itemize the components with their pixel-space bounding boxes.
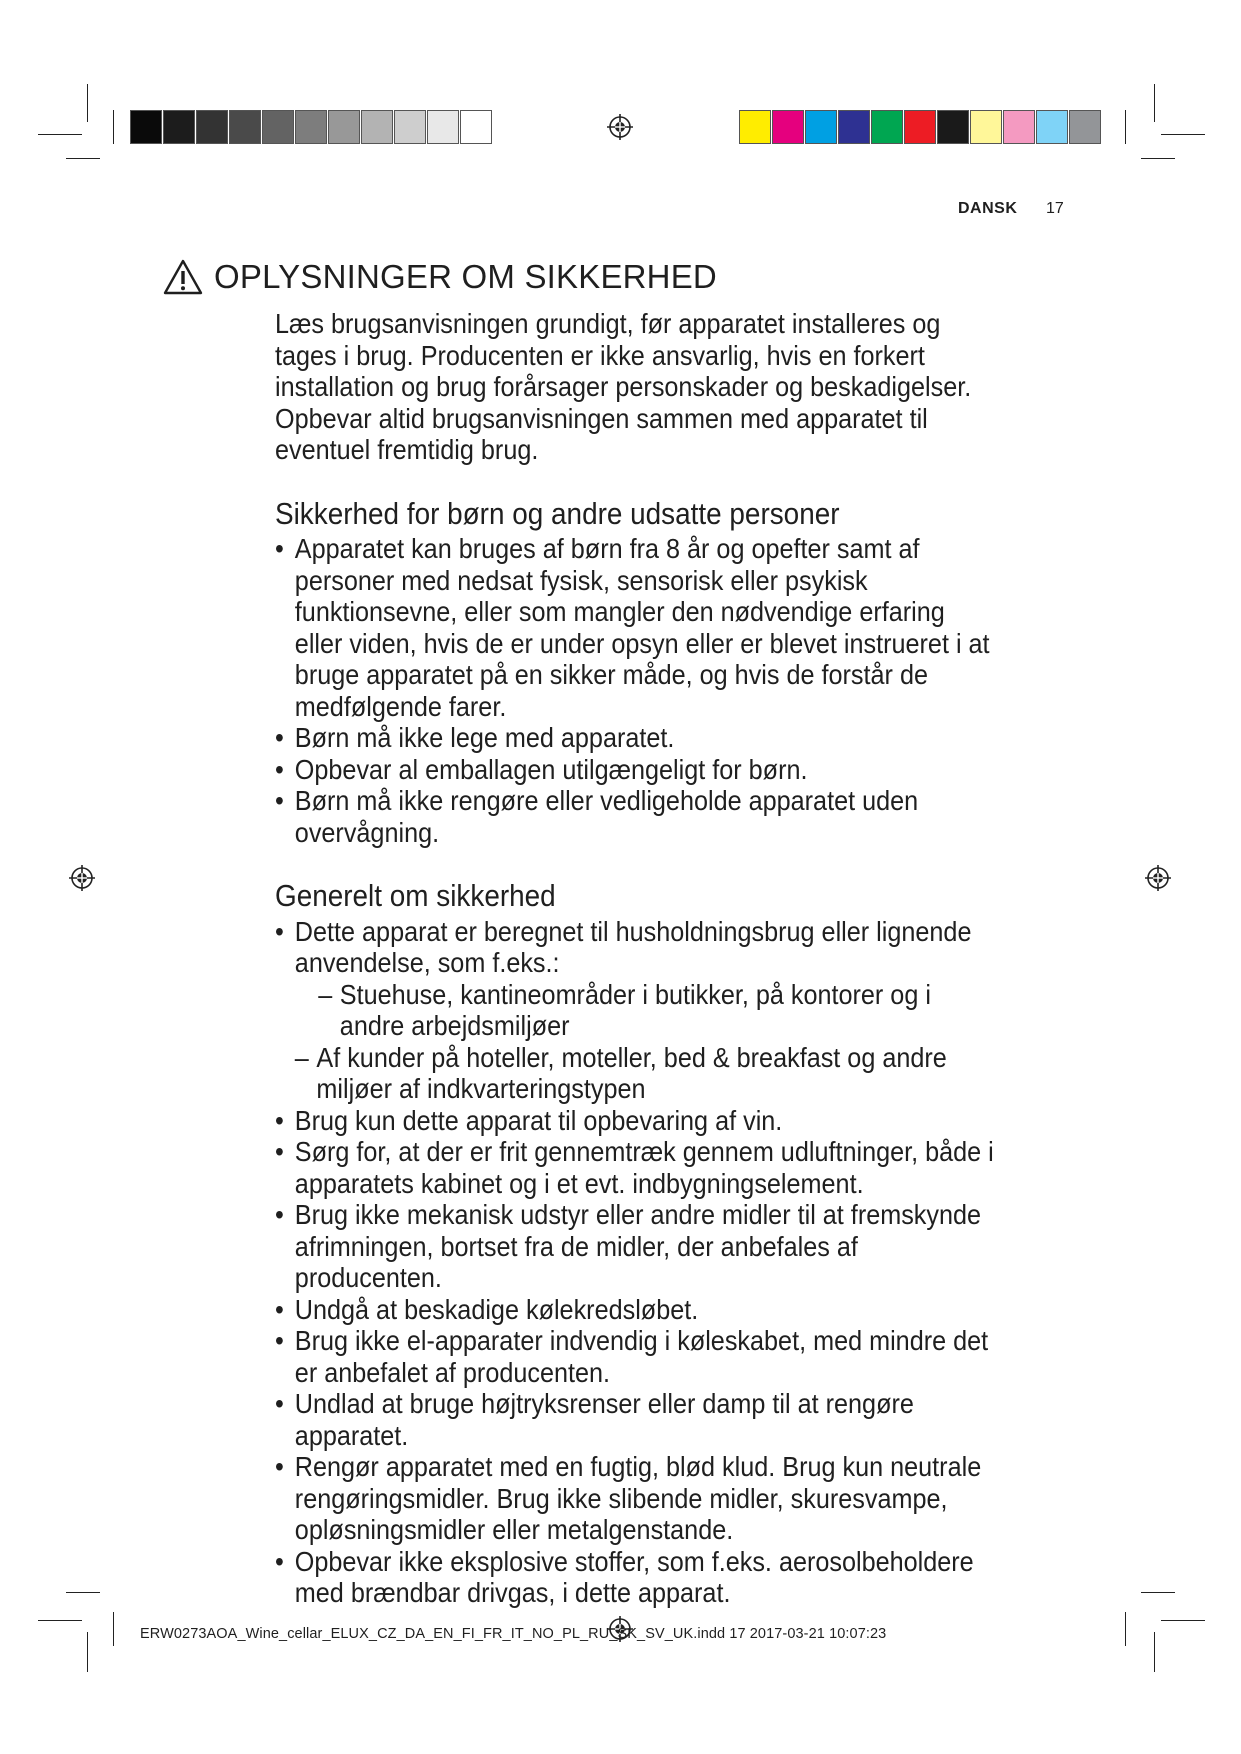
list-item: • Undgå at beskadige kølekredsløbet. [275, 1294, 995, 1326]
list-item-text: Dette apparat er beregnet til husholdningsbrug eller lignende anvendelse, som f.eks.: [294, 915, 972, 978]
section-heading-children: Sikkerhed for børn og andre udsatte personer [275, 495, 840, 531]
color-swatch [871, 110, 903, 144]
sub-list-item: – Stuehuse, kantineområder i butikker, på kontorer og i andre arbejdsmiljøer [318, 979, 995, 1042]
list-item [275, 916, 995, 1105]
gray-swatch [229, 110, 261, 144]
color-swatch [1069, 110, 1101, 144]
color-swatch [970, 110, 1002, 144]
gray-swatch [130, 110, 162, 144]
color-swatch [937, 110, 969, 144]
section-title [162, 258, 717, 296]
gray-swatch [361, 110, 393, 144]
list-item: • Undlad at bruge højtryksrenser eller damp til at rengøre apparatet. [275, 1388, 995, 1451]
registration-mark-icon [1143, 863, 1173, 893]
header-language: DANSK [958, 200, 1018, 217]
warning-triangle-icon [162, 258, 204, 296]
intro-paragraph: Læs brugsanvisningen grundigt, før apparatet installeres og tages i brug. Producenten er ikke ansvarlig, hvis en forkert installation og brug forårsager personskader og beskadigelser. Opbevar altid brugsanvisningen sammen med apparatet til eventuel fremtidig brug. [275, 308, 972, 465]
print-slug-footer: ERW0273AOA_Wine_cellar_ELUX_CZ_DA_EN_FI_FR_IT_NO_PL_RU_SK_SV_UK.indd 17 2017-03-21 10:07:23 [140, 1626, 887, 1642]
registration-mark-icon [605, 112, 635, 142]
page-title: OPLYSNINGER OM SIKKERHED [214, 258, 717, 295]
color-swatch [904, 110, 936, 144]
gray-swatch [262, 110, 294, 144]
sub-list-item: – Af kunder på hoteller, moteller, bed & breakfast og andre miljøer af indkvarteringstypen [295, 1042, 995, 1105]
list-item: • Brug ikke mekanisk udstyr eller andre midler til at fremskynde afrimningen, bortset fra de midler, der anbefales af producenten. [275, 1199, 995, 1294]
gray-swatch [328, 110, 360, 144]
gray-swatch [196, 110, 228, 144]
list-item: • Børn må ikke rengøre eller vedligeholde apparatet uden overvågning. [275, 785, 995, 848]
color-swatch [1003, 110, 1035, 144]
color-swatch [838, 110, 870, 144]
list-item: • Sørg for, at der er frit gennemtræk gennem udluftninger, både i apparatets kabinet og i et evt. indbygningselement. [275, 1136, 995, 1199]
list-item: • Apparatet kan bruges af børn fra 8 år og opefter samt af personer med nedsat fysisk, sensorisk eller psykisk funktionsevne, eller som mangler den nødvendige erfaring eller viden, hvis de er under opsyn eller er blevet instrueret i at bruge apparatet på en sikker måde, og hvis de forstår de medfølgende farer. [275, 533, 995, 722]
page-number: 17 [1046, 200, 1064, 217]
gray-swatch [427, 110, 459, 144]
color-swatch [805, 110, 837, 144]
color-swatch [772, 110, 804, 144]
section-heading-general: Generelt om sikkerhed [275, 878, 556, 913]
usage-sublist [295, 979, 995, 1105]
list-item: • Opbevar ikke eksplosive stoffer, som f.eks. aerosolbeholdere med brændbar drivgas, i dette apparat. [275, 1546, 995, 1609]
list-item: • Brug ikke el-apparater indvendig i køleskabet, med mindre det er anbefalet af producenten. [275, 1325, 995, 1388]
color-swatch [739, 110, 771, 144]
list-item: • Børn må ikke lege med apparatet. [275, 722, 995, 754]
list-item: • Rengør apparatet med en fugtig, blød klud. Brug kun neutrale rengøringsmidler. Brug ikke slibende midler, skuresvampe, opløsningsmidler eller metalgenstande. [275, 1451, 995, 1546]
general-safety-list [275, 916, 995, 1609]
gray-swatch [295, 110, 327, 144]
list-item: • Opbevar al emballagen utilgængeligt for børn. [275, 754, 995, 786]
document-body [275, 308, 995, 1609]
gray-swatch [460, 110, 492, 144]
list-item: • Brug kun dette apparat til opbevaring af vin. [275, 1105, 995, 1137]
color-swatch [1036, 110, 1068, 144]
registration-mark-icon [67, 863, 97, 893]
gray-swatch [394, 110, 426, 144]
gray-swatch [163, 110, 195, 144]
children-safety-list [275, 533, 995, 848]
